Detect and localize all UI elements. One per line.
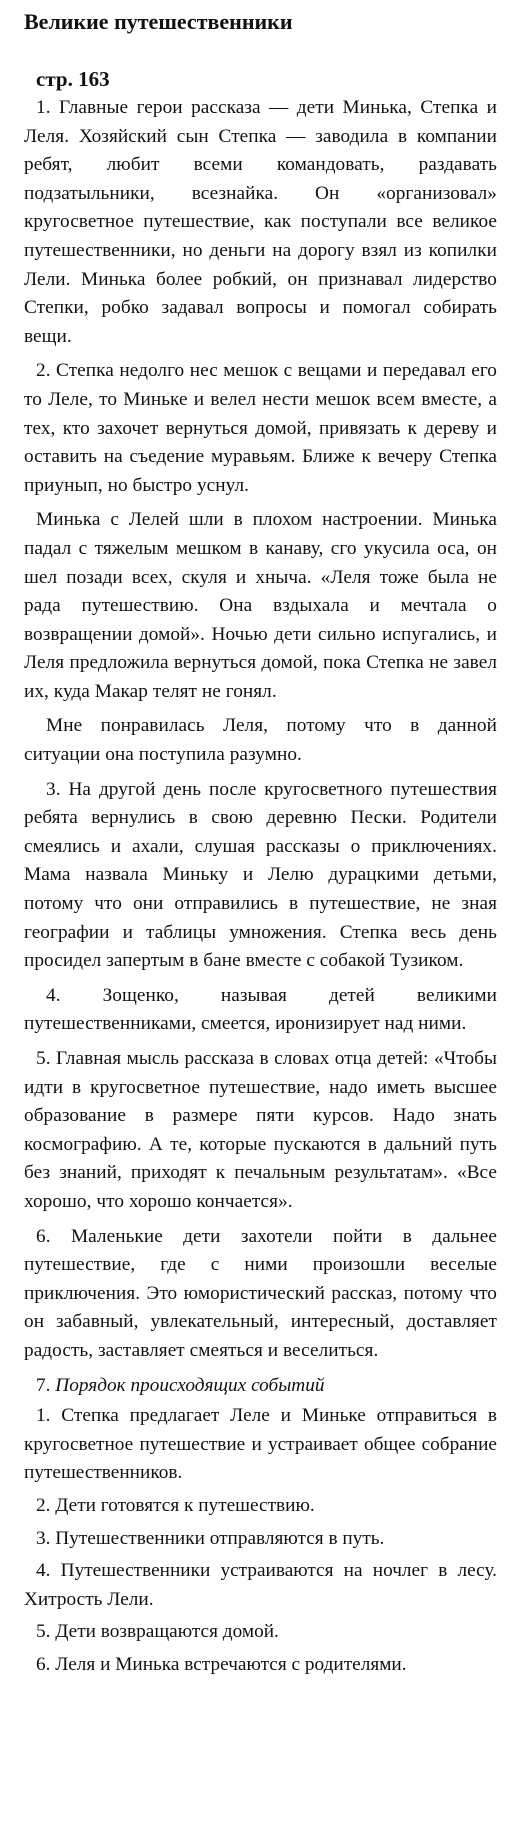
event-item: 1. Степка предлагает Леле и Миньке отправиться в кругосветное путешествие и устраивает общее собрание путешественников. — [24, 1405, 497, 1484]
paragraph-5: 3. На другой день после кругосветного путешествия ребята вернулись в свою деревню Пески. Родители смеялись и ахали, слушая рассказы о приключениях. Мама назвала Миньку и Лелю дурацкими детьми, потому что они отправились в путешествие, не зная географии и таблицы умножения. Степка весь день просидел запертым в бане вместе с собакой Тузиком. — [24, 778, 497, 972]
paragraph-4: Мне понравилась Леля, потому что в данной ситуации она поступила разумно. — [24, 715, 497, 766]
events-heading-number: 7. — [36, 1374, 51, 1396]
event-item: 4. Путешественники устраиваются на ночлег в лесу. Хитрость Лели. — [24, 1560, 497, 1610]
paragraph-8: 6. Маленькие дети захотели пойти в дальнее путешествие, где с ними произошли веселые приключения. Это юмористический рассказ, потому что он забавный, увлекательный, интересный, доставляет радость, заставляет смеяться и веселиться. — [24, 1225, 497, 1361]
paragraph-2: 2. Степка недолго нес мешок с вещами и передавал его то Леле, то Миньке и велел нести мешок всем вместе, а тех, кто захочет вернуться домой, привязать к дереву и оставить на съедение муравьям. Ближе к вечеру Степка приунып, но быстро уснул. — [24, 360, 497, 496]
events-heading-text: Порядок происходящих событий — [55, 1374, 325, 1396]
page-reference: стр. 163 — [36, 67, 110, 91]
event-item: 6. Леля и Минька встречаются с родителями. — [36, 1653, 407, 1675]
event-item: 5. Дети возвращаются домой. — [36, 1621, 279, 1643]
event-item: 3. Путешественники отправляются в путь. — [36, 1527, 385, 1549]
paragraph-7: 5. Главная мысль рассказа в словах отца детей: «Чтобы идти в кругосветное путешествие, надо иметь высшее образование в размере пяти курсов. Надо знать космографию. А те, которые пускаются в дальний путь без знаний, приходят к печальным результатам». «Все хорошо, что хорошо кончается». — [24, 1048, 497, 1212]
document-title: Великие путешественники — [24, 9, 293, 34]
paragraph-1: 1. Главные герои рассказа — дети Минька, Степка и Леля. Хозяйский сын Степка — заводила в компании ребят, любит всеми командовать, раздавать подзатыльники, всезнайка. Он «организовал» кругосветное путешествие, как поступали все великое путешественники, но деньги на дорогу взял из копилки Лели. Минька более робкий, он признавал лидерство Степки, робко задавал вопросы и помогал собирать вещи. — [24, 97, 497, 347]
paragraph-6: 4. Зощенко, называя детей великими путешественниками, смеется, иронизирует над ними. — [24, 984, 497, 1035]
document-page — [24, 8, 497, 1683]
event-item: 2. Дети готовятся к путешествию. — [36, 1494, 315, 1516]
events-heading — [24, 1372, 497, 1401]
paragraph-3: Минька с Лелей шли в плохом настроении. Минька падал с тяжелым мешком в канаву, сго укусила оса, он шел позади всех, скуля и хныча. «Леля тоже была не рада путешествию. Она вздыхала и мечтала о возвращении домой». Ночью дети сильно испугались, и Леля предложила вернуться домой, пока Степка не завел их, куда Макар телят не гонял. — [24, 509, 497, 702]
